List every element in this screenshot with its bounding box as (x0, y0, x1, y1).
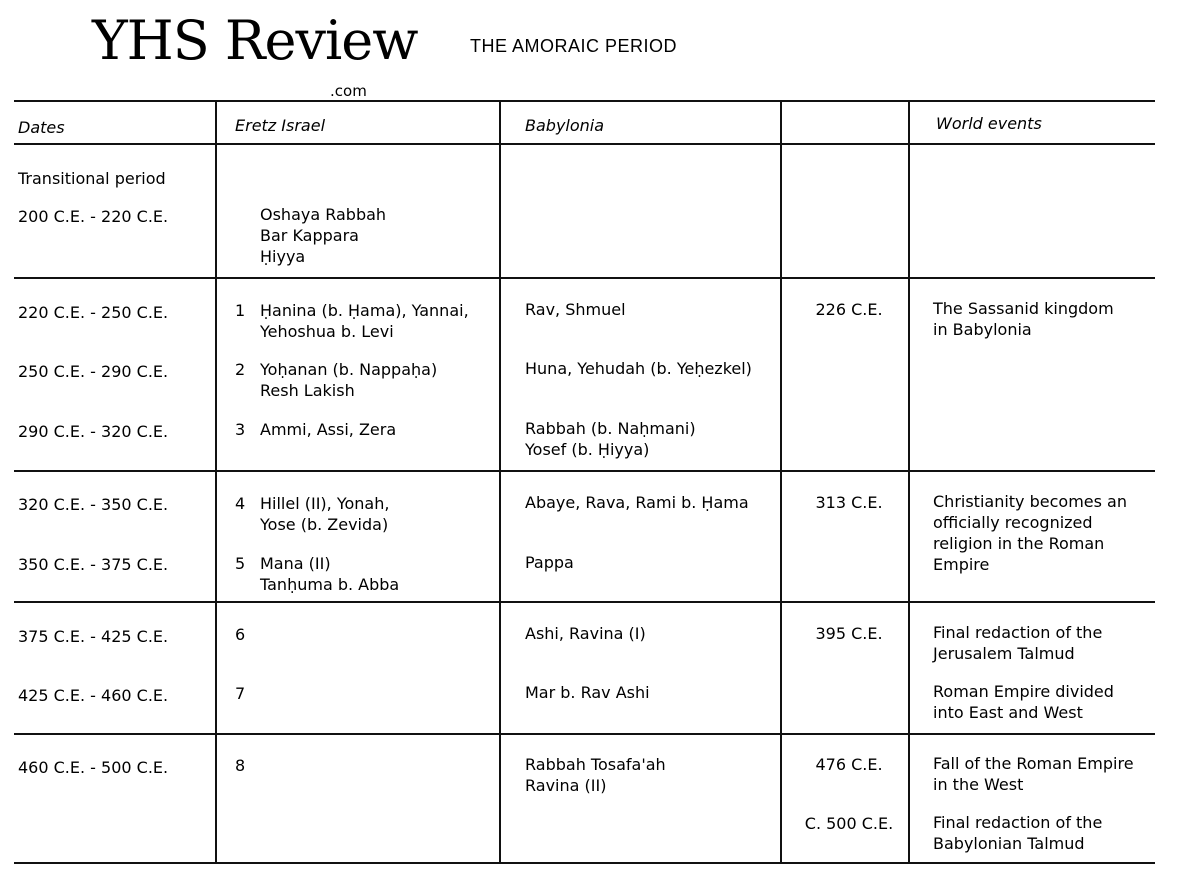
header-world-events: World events (936, 114, 1042, 133)
header-eretz-israel: Eretz Israel (235, 116, 326, 135)
eretz-israel-scholars: Ammi, Assi, Zera (260, 420, 397, 439)
transitional-scholar: Oshaya Rabbah (260, 205, 387, 224)
header-dates: Dates (18, 118, 65, 137)
world-event: in the West (933, 775, 1024, 794)
row-dates: 375 C.E. - 425 C.E. (18, 627, 169, 646)
eretz-israel-scholars: Yoḥanan (b. Nappaḥa) (260, 360, 438, 379)
event-year: 226 C.E. (815, 300, 883, 319)
world-event: Christianity becomes an (933, 492, 1127, 511)
world-event: in Babylonia (933, 320, 1032, 339)
babylonia-scholars: Ravina (II) (525, 776, 607, 795)
eretz-israel-scholars: Tanḥuma b. Abba (260, 575, 400, 594)
generation-number: 1 (235, 301, 246, 320)
event-year: 313 C.E. (815, 493, 883, 512)
event-year: 476 C.E. (815, 755, 883, 774)
babylonia-scholars: Mar b. Rav Ashi (525, 683, 650, 702)
row-dates: 350 C.E. - 375 C.E. (18, 555, 169, 574)
column-divider (215, 101, 217, 863)
header-babylonia: Babylonia (525, 116, 605, 135)
section-rule (14, 470, 1155, 472)
row-dates: 320 C.E. - 350 C.E. (18, 495, 169, 514)
transitional-scholar: Bar Kappara (260, 226, 359, 245)
site-logo-suffix: .com (330, 82, 367, 100)
babylonia-scholars: Pappa (525, 553, 574, 572)
column-divider (499, 101, 501, 863)
event-year: 395 C.E. (815, 624, 883, 643)
world-event: religion in the Roman (933, 534, 1105, 553)
world-event: Final redaction of the (933, 813, 1103, 832)
eretz-israel-scholars: Hillel (II), Yonah, (260, 494, 390, 513)
generation-number: 2 (235, 360, 246, 379)
eretz-israel-scholars: Yose (b. Zevida) (260, 515, 389, 534)
generation-number: 8 (235, 756, 246, 775)
table-bottom-rule (14, 862, 1155, 864)
site-logo: YHS Review (92, 9, 418, 72)
world-event: Babylonian Talmud (933, 834, 1085, 853)
header-rule (14, 143, 1155, 145)
generation-number: 7 (235, 684, 246, 703)
world-event: Jerusalem Talmud (933, 644, 1075, 663)
generation-number: 5 (235, 554, 246, 573)
world-event: Fall of the Roman Empire (933, 754, 1134, 773)
world-event: officially recognized (933, 513, 1093, 532)
table-top-rule (14, 100, 1155, 102)
section-rule (14, 601, 1155, 603)
babylonia-scholars: Ashi, Ravina (I) (525, 624, 646, 643)
transitional-scholar: Ḥiyya (260, 247, 306, 266)
babylonia-scholars: Yosef (b. Ḥiyya) (525, 440, 650, 459)
generation-number: 3 (235, 420, 246, 439)
generation-number: 4 (235, 494, 246, 513)
babylonia-scholars: Abaye, Rava, Rami b. Ḥama (525, 493, 749, 512)
eretz-israel-scholars: Yehoshua b. Levi (260, 322, 394, 341)
babylonia-scholars: Rabbah Tosafa'ah (525, 755, 666, 774)
row-dates: 220 C.E. - 250 C.E. (18, 303, 169, 322)
world-event: Final redaction of the (933, 623, 1103, 642)
babylonia-scholars: Rav, Shmuel (525, 300, 626, 319)
section-rule (14, 277, 1155, 279)
eretz-israel-scholars: Resh Lakish (260, 381, 355, 400)
babylonia-scholars: Huna, Yehudah (b. Yeḥezkel) (525, 359, 752, 378)
world-event: into East and West (933, 703, 1083, 722)
world-event: The Sassanid kingdom (933, 299, 1114, 318)
column-divider (908, 101, 910, 863)
row-dates: 460 C.E. - 500 C.E. (18, 758, 169, 777)
world-event: Roman Empire divided (933, 682, 1114, 701)
babylonia-scholars: Rabbah (b. Naḥmani) (525, 419, 696, 438)
event-year: C. 500 C.E. (804, 814, 894, 833)
column-divider (780, 101, 782, 863)
generation-number: 6 (235, 625, 246, 644)
row-dates: 250 C.E. - 290 C.E. (18, 362, 169, 381)
section-rule (14, 733, 1155, 735)
eretz-israel-scholars: Ḥanina (b. Ḥama), Yannai, (260, 301, 469, 320)
row-dates: 290 C.E. - 320 C.E. (18, 422, 169, 441)
page-title: THE AMORAIC PERIOD (470, 36, 678, 56)
world-event: Empire (933, 555, 990, 574)
transitional-label: Transitional period (18, 169, 166, 188)
eretz-israel-scholars: Mana (II) (260, 554, 331, 573)
row-dates: 425 C.E. - 460 C.E. (18, 686, 169, 705)
transitional-dates: 200 C.E. - 220 C.E. (18, 207, 169, 226)
